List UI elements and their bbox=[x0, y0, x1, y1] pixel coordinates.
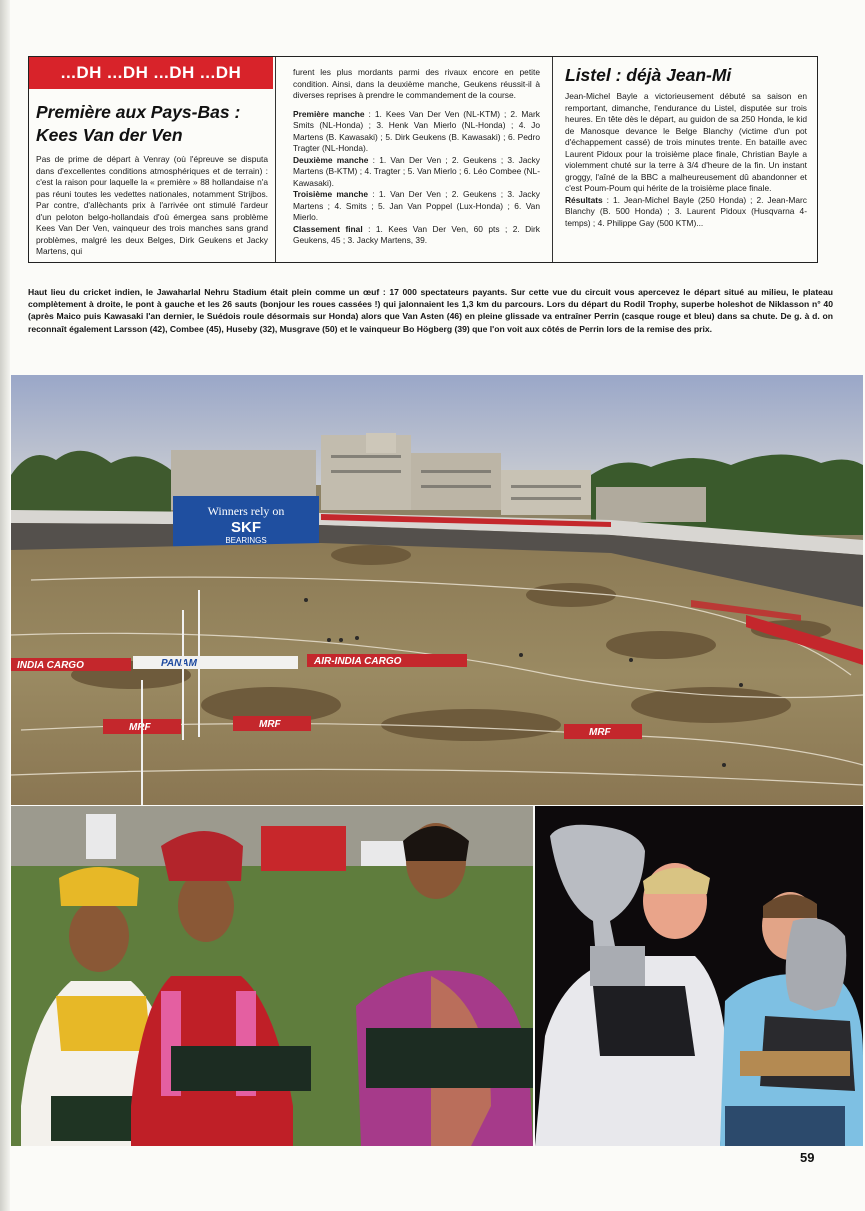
billboard-skf: SKF bbox=[231, 519, 261, 536]
result-first-heat: Première manche : 1. Kees Van Der Ven (NL-KTM) ; 2. Mark Smits (NL-Honda) ; 3. Henk Van Mierlo (NL-Honda) ; 4. Jo Martens (B. Kawasaki) ; 5. Dirk Geukens (B. Kawasaki) ; 6. Pedro Tragter (NL-Honda). Deuxième manche : 1. Van Der Ven ; 2. Geukens ; 3. Jacky Martens (B-KTM) ; 4. Tragter ; 5. Van Mierlo ; 6. Léo Combee (NL-Kawasaki). Troisième manche : 1. Van Der Ven ; 2. Geukens ; 3. Jacky Martens ; 4. Smits ; 5. Jan Van Poppel (Lux-Honda) ; 6. Van Mierlo. Classement final : 1. Kees Van Der Ven, 60 pts ; 2. Dirk Geukens, 45 ; 3. Jacky Martens, 39. bbox=[293, 108, 540, 245]
billboard-bearings: BEARINGS bbox=[225, 536, 267, 545]
mrf-banner-center bbox=[233, 716, 311, 731]
svg-text:AIR-INDIA CARGO: AIR-INDIA CARGO bbox=[314, 656, 402, 667]
left-article-column bbox=[29, 57, 275, 262]
stadium-photo bbox=[11, 375, 863, 805]
svg-text:MRF: MRF bbox=[259, 719, 281, 730]
right-article-body: Jean-Michel Bayle a victorieusement débuté sa saison en remportant, dimanche, l'endurance du Listel, disputée sur trois heures. En tête dès le départ, au guidon de sa 250 Honda, le kid de Manosque devance le Belge Blanchy (victime d'un pot d'échappement cassé) de trois minutes trente. En bataille avec Laurent Pidoux pour la troisième place finale, Christian Bayle a violemment chuté sur la terre à 3/4 d'heure de la fin. Un instant groggy, l'aîné de la BBC a malheureusement dû abandonner et c'est Poum-Poum qui hérite de la troisième place finale. Résultats : 1. Jean-Michel Bayle (250 Honda) ; 2. Jean-Marc Blanchy (B. 500 Honda) ; 3. Laurent Pidoux (Husqvarna 4-temps) ; 4. Philippe Gay (500 KTM)... bbox=[565, 91, 807, 228]
svg-text:PANAM: PANAM bbox=[161, 658, 197, 669]
svg-text:MRF: MRF bbox=[129, 722, 151, 733]
trophy-photo bbox=[535, 806, 863, 1146]
air-india-cargo-banner bbox=[307, 654, 467, 667]
middle-article-intro: furent les plus mordants parmi des rivaux encore en petite condition. Ainsi, dans la deuxième manche, Geukens réussit-il à diverses reprises à prendre le commandement de la course. bbox=[293, 67, 540, 100]
left-article-body: Pas de prime de départ à Venray (où l'épreuve se disputa dans d'excellentes conditions atmosphériques et de terrain) : c'est la raison pour laquelle la « première » 88 hollandaise n'a pas réuni toutes les vedettes nationales, notamment Strijbos. Par contre, d'allèchants prix à l'arrivée ont stimulé l'ardeur d'un peloton belgo-hollandais d'où émergea sans problème Kees Van Der Ven, vainqueur des trois manches sans grand problèmes, malgré les deux Belges, Dirk Geukens et Jacky Martens, qui bbox=[36, 154, 268, 256]
left-article-title: Première aux Pays-Bas : Kees Van der Ven bbox=[36, 102, 241, 145]
page-binding-shadow bbox=[0, 0, 10, 1211]
right-article-column bbox=[553, 57, 817, 262]
svg-text:MRF: MRF bbox=[589, 727, 611, 738]
svg-text:INDIA CARGO: INDIA CARGO bbox=[17, 660, 84, 671]
india-cargo-banner bbox=[11, 658, 131, 671]
mrf-banner-right bbox=[564, 724, 642, 739]
photo-caption: Haut lieu du cricket indien, le Jawaharlal Nehru Stadium était plein comme un œuf : 17 000 spectateurs payants. Sur cette vue du circuit vous apercevez le départ situé au milieu, le plateau complètement à droite, le pont à gauche et les 26 sauts (bonjour les roues cassées !) qui jalonnaient les 1,3 km du parcours. Lors du départ du Rodil Trophy, superbe holeshot de Niklasson n° 40 (après Maico puis Kawasaki l'an dernier, le Suédois roule désormais sur Honda) alors que Van Asten (46) en pleine glissade va entraîner Perrin (casque rouge et bleu) dans sa chute. De g. à d. on reconnaît également Larsson (42), Combee (45), Huseby (32), Musgrave (50) et le vainqueur Bo Högberg (39) que l'on voit aux côtés de Perrin lors de la remise des prix. bbox=[28, 287, 833, 334]
article-box bbox=[28, 56, 818, 263]
dancers-photo bbox=[11, 806, 533, 1146]
panam-banner bbox=[133, 656, 298, 669]
dh-banner: ...DH ...DH ...DH ...DH bbox=[29, 57, 273, 89]
page-number: 59 bbox=[800, 1150, 815, 1165]
billboard-slogan: Winners rely on bbox=[207, 504, 285, 518]
right-article-title: Listel : déjà Jean-Mi bbox=[565, 65, 732, 85]
middle-article-column bbox=[275, 57, 553, 262]
